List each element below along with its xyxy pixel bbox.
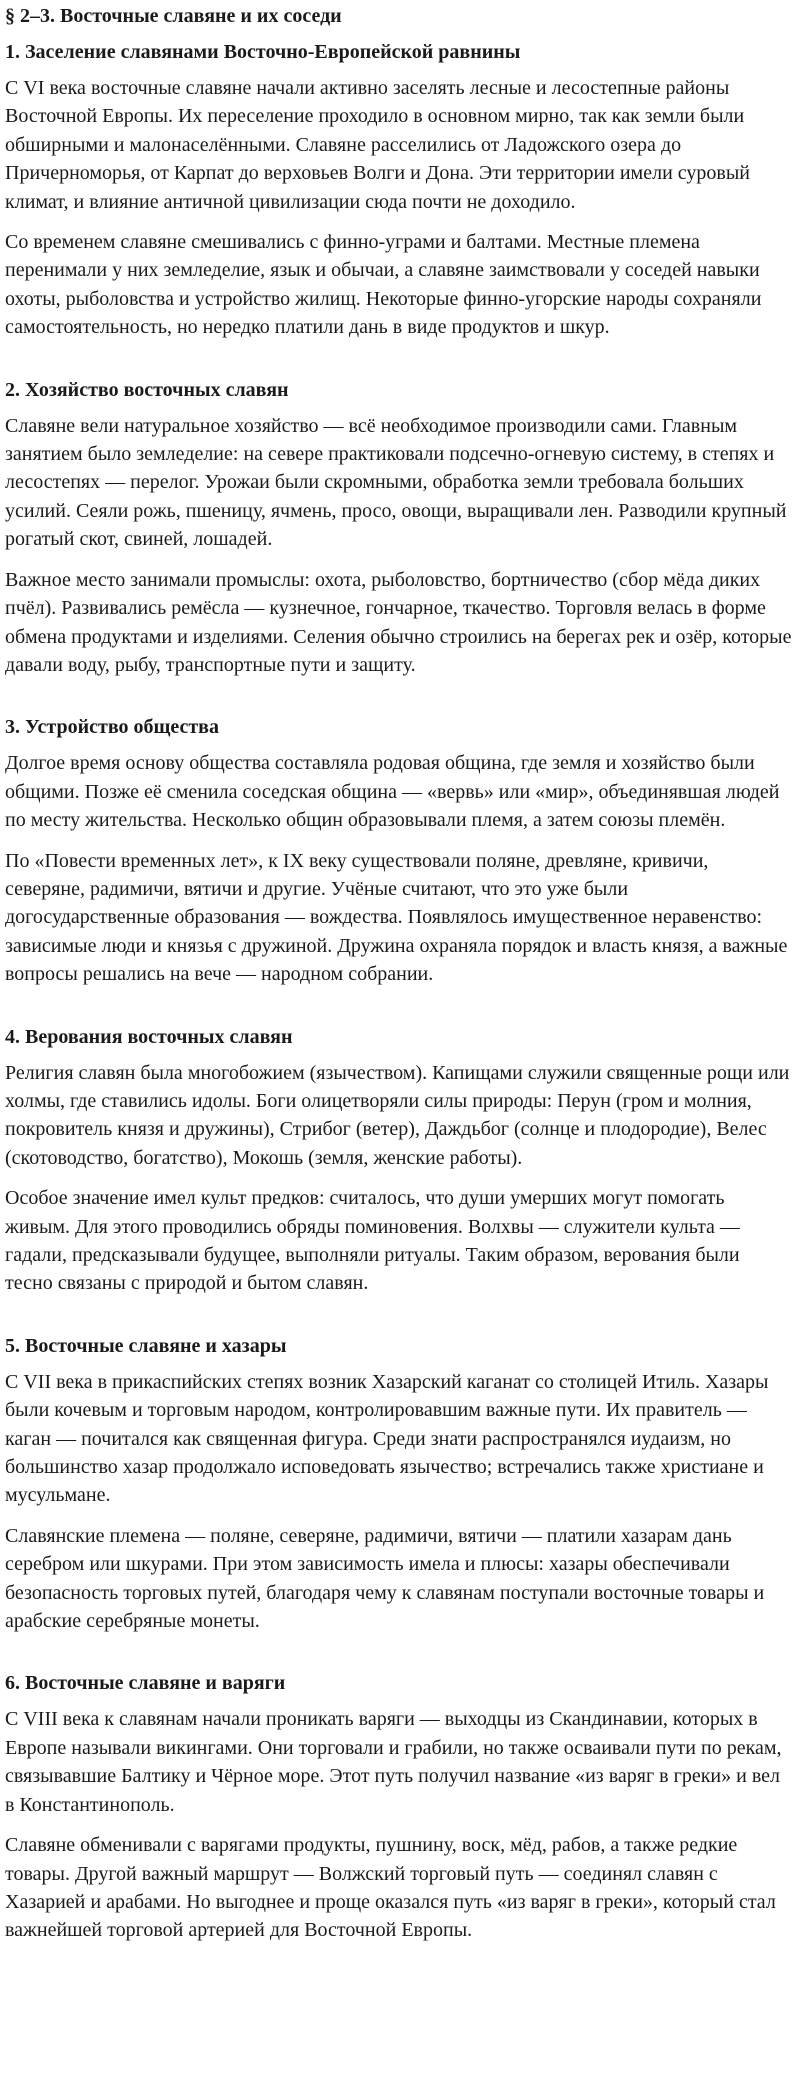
- paragraph: С VIII века к славянам начали проникать варяги — выходцы из Скандинавии, которых в Европе называли викингами. Они торговали и грабили, но также осваивали пути по рекам, связывавшие Балтику и Чёрное море. Этот путь получил название «из варяг в греки» и вел в Константинополь.: [5, 1708, 782, 1816]
- paragraph: С VI века восточные славяне начали активно заселять лесные и лесостепные районы Восточной Европы. Их переселение проходило в основном мирно, так как земли были обширными и малонаселёнными. Славяне расселились от Ладожского озера до Причерноморья, от Карпат до верховьев Волги и Дона. Эти территории имели суровый климат, и влияние античной цивилизации сюда почти не доходило.: [5, 77, 750, 213]
- section-heading: 4. Верования восточных славян: [5, 1025, 293, 1048]
- paragraph: Славяне вели натуральное хозяйство — всё необходимое производили сами. Главным занятием было земледелие: на севере практиковали подсечно-огневую систему, в степях и лесостепях — перелог. Урожаи были скромными, обработка земли требовала больших усилий. Сеяли рожь, пшеницу, ячмень, просо, овощи, выращивали лен. Разводили крупный рогатый скот, свиней, лошадей.: [5, 414, 787, 551]
- paragraph: С VII века в прикаспийских степях возник Хазарский каганат со столицей Итиль. Хазары были кочевым и торговым народом, контролировавшим важные пути. Их правитель — каган — почитался как священная фигура. Среди знати распространялся иудаизм, но большинство хазар продолжало исповедовать язычество; встречались также христиане и мусульмане.: [5, 1370, 769, 1507]
- section-heading: 1. Заселение славянами Восточно-Европейской равнины: [5, 41, 521, 63]
- paragraph: По «Повести временных лет», к IX веку существовали поляне, древляне, кривичи, северяне, радимичи, вятичи и другие. Учёные считают, что это уже были догосударственные образования — вождества. Появлялось имущественное неравенство: зависимые люди и князья с дружиной. Дружина охраняла порядок и власть князя, а важные вопросы решались на вече — народном собрании.: [5, 849, 788, 986]
- paragraph: Религия славян была многобожием (язычеством). Капищами служили священные рощи или холмы, где ставились идолы. Боги олицетворяли силы природы: Перун (гром и молния, покровитель князя и дружины), Стрибог (ветер), Даждьбог (солнце и плодородие), Велес (скотоводство, богатство), Мокошь (земля, женские работы).: [5, 1061, 790, 1169]
- paragraph: Славянские племена — поляне, северяне, радимичи, вятичи — платили хазарам дань серебром или шкурами. При этом зависимость имела и плюсы: хазары обеспечивали безопасность торговых путей, благодаря чему к славянам поступали восточные товары и арабские серебряные монеты.: [5, 1524, 765, 1633]
- paragraph: Важное место занимали промыслы: охота, рыболовство, бортничество (сбор мёда диких пчёл). Развивались ремёсла — кузнечное, гончарное, ткачество. Торговля велась в форме обмена продуктами и изделиями. Селения обычно строились на берегах рек и озёр, которые давали воду, рыбу, транспортные пути и защиту.: [5, 568, 792, 676]
- document-page: [5, 0, 792, 1979]
- section-heading: 5. Восточные славяне и хазары: [5, 1334, 287, 1357]
- section-beliefs: [5, 1023, 792, 1298]
- section-society: [5, 713, 792, 988]
- page-title: § 2–3. Восточные славяне и их соседи: [5, 5, 342, 27]
- section-heading: 3. Устройство общества: [5, 716, 219, 739]
- section-settlement: [5, 38, 792, 342]
- section-varangians: [5, 1669, 792, 1944]
- section-heading: 6. Восточные славяне и варяги: [5, 1672, 286, 1695]
- section-khazars: [5, 1332, 792, 1636]
- paragraph: Со временем славяне смешивались с финно-уграми и балтами. Местные племена перенимали у них земледелие, язык и обычаи, а славяне заимствовали у соседей навыки охоты, рыболовства и устройство жилищ. Некоторые финно-угорские народы сохраняли самостоятельность, но нередко платили дань в виде продуктов и шкур.: [5, 231, 762, 339]
- section-heading: 2. Хозяйство восточных славян: [5, 378, 289, 401]
- paragraph: Долгое время основу общества составляла родовая община, где земля и хозяйство были общими. Позже её сменила соседская община — «вервь» или «мир», объединявшая людей по месту жительства. Несколько общин образовывали племя, а затем союзы племён.: [5, 752, 780, 832]
- paragraph: Славяне обменивали с варягами продукты, пушнину, воск, мёд, рабов, а также редкие товары. Другой важный маршрут — Волжский торговый путь — соединял славян с Хазарией и арабами. Но выгоднее и проще оказался путь «из варяг в греки», который стал важнейшей торговой артерией для Восточной Европы.: [5, 1834, 776, 1942]
- section-economy: [5, 376, 792, 680]
- paragraph: Особое значение имел культ предков: считалось, что души умерших могут помогать живым. Для этого проводились обряды поминовения. Волхвы — служители культа — гадали, предсказывали будущее, выполняли ритуалы. Таким образом, верования были тесно связаны с природой и бытом славян.: [5, 1187, 740, 1295]
